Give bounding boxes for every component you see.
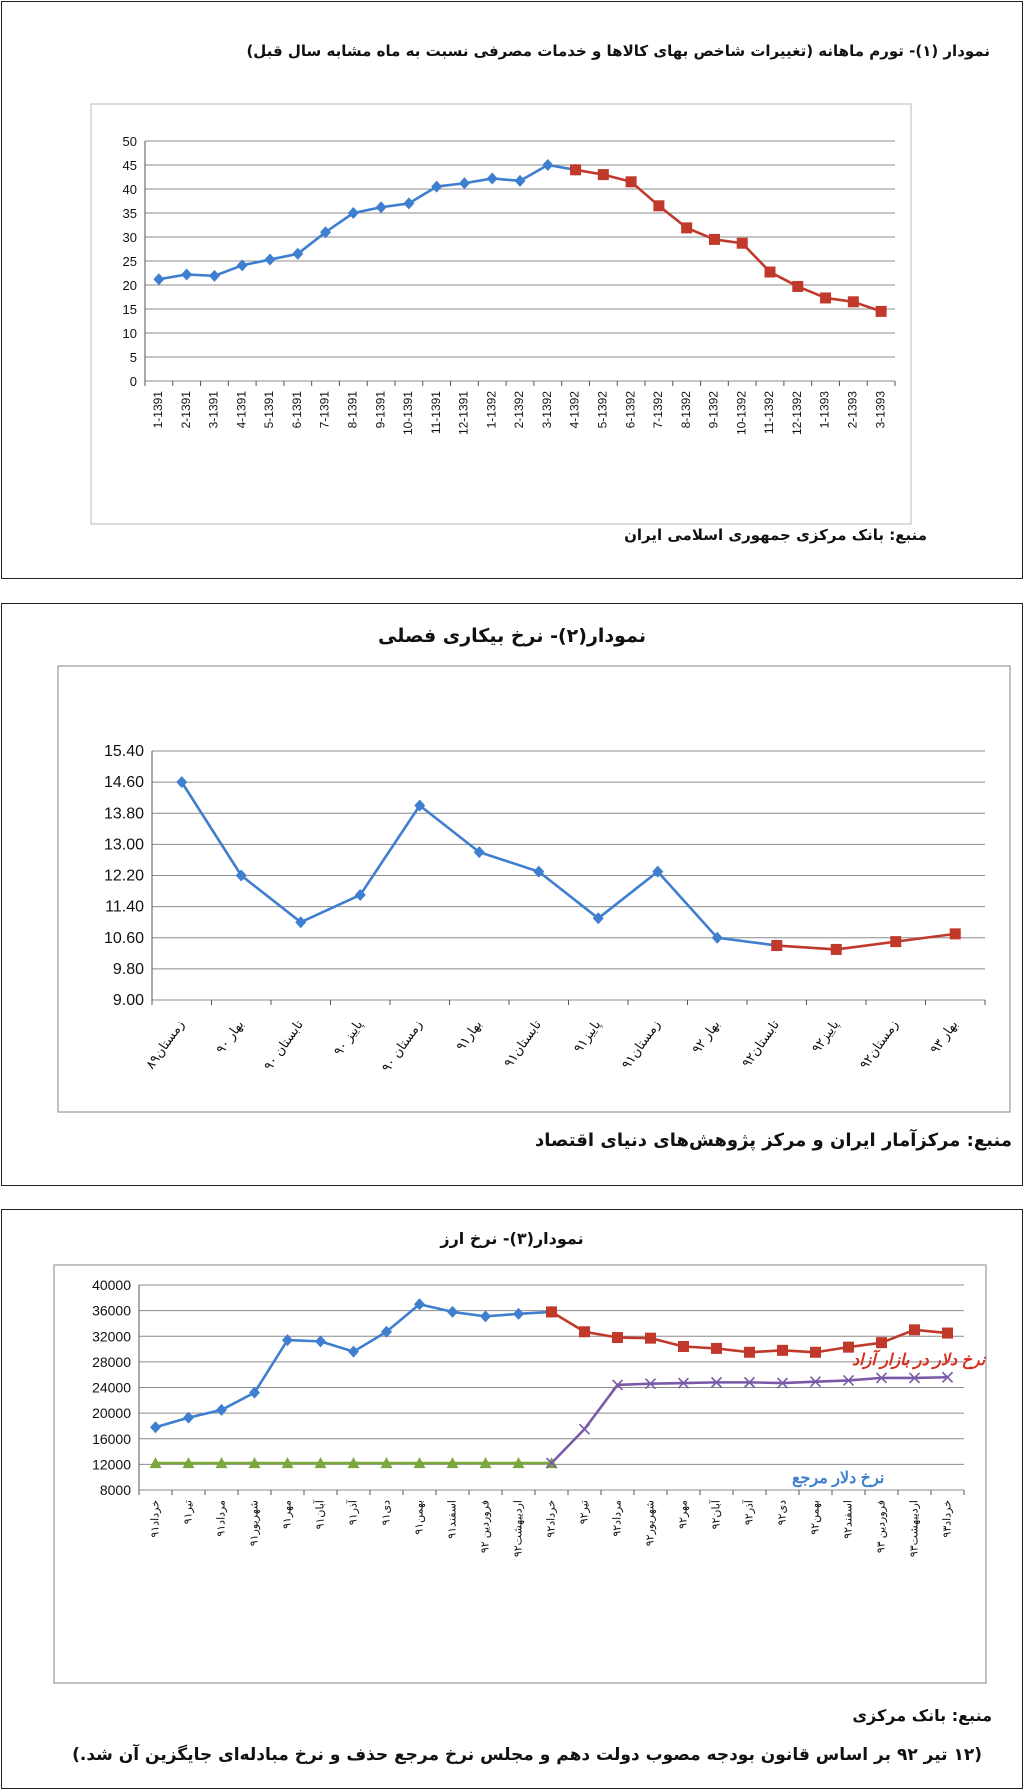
chart-3-ytick-label: 32000 [92, 1328, 131, 1345]
chart-2-xtick-label: پاییز۹۱ [570, 1017, 604, 1056]
chart-1-series-1-point [598, 169, 609, 180]
chart-2-xtick-label: پاییز ۹۰ [330, 1017, 366, 1059]
chart-1-xtick-label: 9-1391 [373, 391, 388, 429]
chart-1-ytick-label: 30 [122, 230, 137, 245]
chart-3-xtick-label: تیر۹۲ [578, 1500, 591, 1525]
chart-3-svg [2, 1210, 1022, 1788]
chart-1-series-1-point [792, 281, 803, 292]
chart-3-ytick-label: 28000 [92, 1353, 131, 1370]
chart-1-ytick-label: 45 [122, 158, 137, 173]
chart-1-xtick-label: 9-1392 [706, 391, 721, 429]
chart-3-series-1-point [843, 1342, 854, 1353]
chart-3-series-1-point [678, 1341, 689, 1352]
chart-3-xtick-label: بهمن۹۲ [809, 1500, 822, 1535]
chart-3-series-1-point [612, 1332, 623, 1343]
chart-3-source: منبع: بانک مرکزی [852, 1706, 992, 1725]
chart-2-xtick-label: تابستان ۹۰ [260, 1017, 307, 1074]
chart-1-source: منبع: بانک مرکزی جمهوری اسلامی ایران [624, 526, 927, 544]
chart-3-series-1-point [711, 1343, 722, 1354]
chart-3-xtick-label: مرداد۹۱ [215, 1500, 228, 1537]
chart-1-series-1-point [626, 176, 637, 187]
chart-3-series-1-point [909, 1324, 920, 1335]
chart-1-series-1-point [681, 222, 692, 233]
chart-1-xtick-label: 10-1392 [734, 391, 749, 436]
chart-2-ytick-label: 13.80 [103, 805, 144, 823]
chart-3-xtick-label: آبان۹۲ [710, 1500, 723, 1530]
chart-2-ytick-label: 12.20 [103, 867, 144, 885]
chart-1-ytick-label: 35 [122, 206, 137, 221]
chart-2-xtick-label: تابستان۹۲ [738, 1017, 783, 1071]
chart-2-ytick-label: 14.60 [103, 774, 144, 792]
chart-3-series-1-point [645, 1333, 656, 1344]
chart-3-xtick-label: خرداد۹۳ [941, 1500, 954, 1538]
chart-1-xtick-label: 1-1391 [151, 391, 166, 429]
chart-1-xtick-label: 3-1391 [206, 391, 221, 429]
chart-3-xtick-label: آبان۹۱ [314, 1500, 327, 1530]
chart-3-ytick-label: 8000 [99, 1482, 131, 1498]
chart-1-xtick-label: 1-1392 [484, 391, 499, 429]
chart-3-xtick-label: شهریور۹۲ [644, 1500, 657, 1547]
chart-3-series-1-point [777, 1345, 788, 1356]
chart-panel-inflation [1, 1, 1023, 579]
chart-2-xtick-label: تابستان۹۱ [500, 1017, 545, 1071]
chart-1-xtick-label: 5-1391 [262, 391, 277, 429]
chart-2-ytick-label: 10.60 [103, 929, 144, 947]
chart-1-xtick-label: 10-1391 [401, 391, 416, 436]
chart-1-ytick-label: 5 [129, 350, 137, 365]
chart-1-xtick-label: 12-1392 [789, 391, 804, 436]
chart-2-ytick-label: 15.40 [103, 743, 144, 760]
chart-1-xtick-label: 4-1391 [234, 391, 249, 429]
chart-3-series-1-point [942, 1328, 953, 1339]
chart-1-series-1-point [709, 234, 720, 245]
chart-3-ytick-label: 20000 [92, 1405, 131, 1422]
chart-2-source: منبع: مرکزآمار ایران و مرکز پژوهش‌های دنیای اقتصاد [535, 1130, 1012, 1151]
svg2-plot-frame [58, 666, 1010, 1112]
chart-3-xtick-label: مهر۹۲ [677, 1500, 690, 1529]
chart-1-xtick-label: 7-1391 [317, 391, 332, 429]
chart-2-xtick-label: زمستان۹۲ [856, 1017, 902, 1072]
chart-1-xtick-label: 2-1393 [845, 391, 860, 429]
chart-1-xtick-label: 6-1392 [623, 391, 638, 429]
chart-3-series-1-point [744, 1347, 755, 1358]
chart-1-xtick-label: 2-1391 [178, 391, 193, 429]
chart-2-xtick-label: بهار ۹۳ [926, 1017, 961, 1057]
chart-2-series-1-point [950, 928, 961, 939]
chart-3-title: نمودار(۳)- نرخ ارز [440, 1229, 584, 1248]
chart-1-ytick-label: 0 [129, 374, 137, 389]
chart-3-xtick-label: دی۹۲ [776, 1500, 789, 1526]
chart-1-ytick-label: 50 [122, 134, 137, 149]
chart-1-series-1-point [848, 296, 859, 307]
chart-2-svg [2, 604, 1022, 1184]
chart-2-xtick-label: بهار ۹۲ [688, 1017, 723, 1057]
chart-1-plot-frame [91, 104, 911, 524]
chart-1-ytick-label: 15 [122, 302, 137, 317]
chart-1-ytick-label: 20 [122, 278, 137, 293]
chart-3-annotation-free-market: نرخ دلار در بازار آزاد [852, 1352, 986, 1369]
chart-panel-exchange-rate [1, 1209, 1023, 1789]
chart-3-xtick-label: آذر۹۲ [743, 1500, 756, 1526]
chart-3-xtick-label: اسفند۹۲ [842, 1500, 855, 1539]
chart-1-series-1-point [765, 267, 776, 278]
chart-1-xtick-label: 6-1391 [289, 391, 304, 429]
chart-1-ytick-label: 10 [122, 326, 137, 341]
chart-2-series-1-point [890, 936, 901, 947]
chart-3-ytick-label: 12000 [92, 1456, 131, 1473]
chart-3-xtick-label: دی۹۱ [380, 1500, 393, 1526]
chart-2-xtick-label: زمستان ۹۰ [378, 1017, 426, 1075]
chart-1-series-1-point [820, 292, 831, 303]
chart-2-xtick-label: بهار ۹۰ [212, 1017, 247, 1057]
chart-3-xtick-label: اردیبهشت۹۳ [908, 1500, 921, 1558]
chart-2-series-1-point [771, 940, 782, 951]
chart-1-xtick-label: 4-1392 [567, 391, 582, 429]
chart-2-ytick-label: 9.00 [112, 992, 144, 1009]
chart-1-xtick-label: 8-1392 [678, 391, 693, 429]
chart-1-xtick-label: 3-1393 [873, 391, 888, 429]
chart-3-xtick-label: فروردین ۹۲ [479, 1500, 492, 1554]
chart-1-series-1-point [737, 238, 748, 249]
chart-1-xtick-label: 11-1392 [762, 391, 777, 435]
chart-3-ytick-label: 24000 [92, 1379, 131, 1396]
chart-1-xtick-label: 5-1392 [595, 391, 610, 429]
chart-3-annotation-reference-rate: نرخ دلار مرجع [792, 1470, 885, 1487]
chart-1-xtick-label: 3-1392 [539, 391, 554, 429]
chart-1-xtick-label: 7-1392 [651, 391, 666, 429]
chart-1-series-1-point [653, 200, 664, 211]
chart-3-xtick-label: مرداد۹۲ [611, 1500, 624, 1537]
chart-3-ytick-label: 36000 [92, 1302, 131, 1319]
chart-3-series-1-point [876, 1337, 887, 1348]
chart-3-series-1-point [546, 1306, 557, 1317]
chart-3-xtick-label: خرداد۹۱ [149, 1500, 162, 1538]
chart-3-xtick-label: اسفند۹۱ [446, 1500, 459, 1539]
chart-panel-unemployment [1, 603, 1023, 1186]
chart-1-svg [2, 2, 1022, 578]
chart-3-xtick-label: شهریور۹۱ [248, 1500, 261, 1547]
chart-3-xtick-label: اردیبهشت۹۲ [512, 1500, 525, 1558]
chart-1-xtick-label: 8-1391 [345, 391, 360, 429]
chart-2-ytick-label: 9.80 [112, 960, 144, 978]
chart-1-xtick-label: 1-1393 [817, 391, 832, 429]
chart-3-ytick-label: 16000 [92, 1430, 131, 1447]
chart-3-xtick-label: آذر۹۱ [347, 1500, 360, 1526]
chart-2-xtick-label: زمستان۹۱ [618, 1017, 664, 1072]
chart-1-series-1-point [876, 306, 887, 317]
chart-2-xtick-label: زمستان۸۹ [142, 1017, 188, 1072]
chart-1-xtick-label: 11-1391 [428, 391, 443, 435]
chart-2-ytick-label: 13.00 [103, 836, 144, 854]
chart-3-series-1-point [810, 1347, 821, 1358]
chart-1-title: نمودار (۱)- تورم ماهانه (تغییرات شاخص بهای کالاها و خدمات مصرفی نسبت به ماه مشابه سال قبل) [246, 42, 990, 60]
chart-3-series-1-point [579, 1326, 590, 1337]
chart-2-title: نمودار(۲)- نرخ بیکاری فصلی [378, 625, 646, 647]
chart-3-xtick-label: مهر۹۱ [281, 1500, 294, 1529]
chart-2-series-1-point [831, 944, 842, 955]
chart-3-ytick-label: 40000 [92, 1277, 131, 1293]
chart-2-ytick-label: 11.40 [105, 898, 144, 916]
chart-1-ytick-label: 40 [122, 182, 137, 197]
chart-3-xtick-label: فروردین ۹۳ [875, 1500, 888, 1554]
chart-1-xtick-label: 2-1392 [512, 391, 527, 429]
chart-3-xtick-label: تیر۹۱ [182, 1500, 195, 1525]
chart-2-xtick-label: پاییز۹۲ [808, 1017, 842, 1056]
chart-1-xtick-label: 12-1391 [456, 391, 471, 436]
chart-1-ytick-label: 25 [122, 254, 137, 269]
chart-3-xtick-label: بهمن۹۱ [413, 1500, 426, 1535]
chart-2-xtick-label: بهار۹۱ [452, 1017, 485, 1054]
chart-1-series-1-point [570, 164, 581, 175]
chart-3-note: (۱۲ تیر ۹۲ بر اساس قانون بودجه مصوب دولت دهم و مجلس نرخ مرجع حذف و نرخ مبادله‌ای جایگزین آن شد.) [72, 1745, 982, 1765]
chart-3-xtick-label: خرداد۹۲ [545, 1500, 558, 1538]
